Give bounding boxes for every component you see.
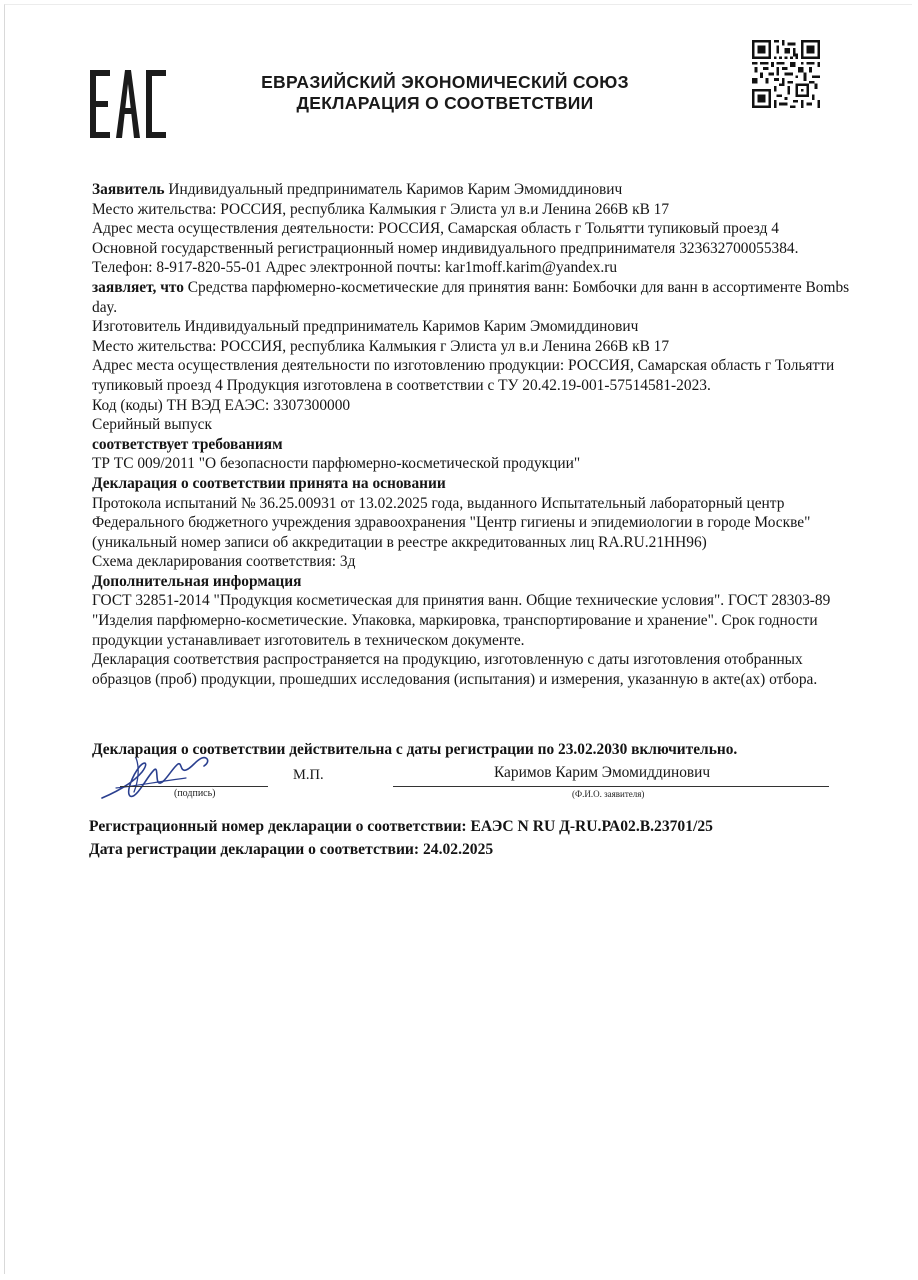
additional-heading: Дополнительная информация <box>92 572 302 590</box>
header-union-title: ЕВРАЗИЙСКИЙ ЭКОНОМИЧЕСКИЙ СОЮЗ <box>261 72 629 92</box>
applicant-line <box>92 180 852 200</box>
basis-label <box>92 474 852 494</box>
hs-code: Код (коды) ТН ВЭД ЕАЭС: 3307300000 <box>92 396 351 414</box>
qr-code-icon <box>752 40 820 108</box>
signer-name: Каримов Карим Эмомиддинович <box>494 764 711 781</box>
basis-heading: Декларация о соответствии принята на основании <box>92 474 446 492</box>
declares-line <box>92 278 852 317</box>
basis-text: Протокола испытаний № 36.25.00931 от 13.02.2025 года, выданного Испытательный лабораторный центр Федерального бюджетного учреждения здравоохранения "Центр гигиены и эпидемиологии в городе Москве" (уникальный номер записи об аккредитации в реестре аккредитованных лиц RA.RU.21НН96) <box>92 494 811 551</box>
signature-caption: (подпись) <box>174 788 216 799</box>
validity-statement: Декларация о соответствии действительна с даты регистрации по 23.02.2030 включительно. <box>92 741 738 758</box>
declared-product: Средства парфюмерно-косметические для принятия ванн: Бомбочки для ванн в ассортименте Bombs day. <box>92 278 850 316</box>
additional-scope: Декларация соответствия распространяется на продукцию, изготовленную с даты изготовления отобранных образцов (проб) продукции, прошедших исследования (испытания) и измерения, указанную в акте(ах) отбора. <box>92 651 818 688</box>
additional-text: ГОСТ 32851-2014 "Продукция косметическая для принятия ванн. Общие технические условия". ГОСТ 28303-89 "Изделия парфюмерно-косметические. Упаковка, маркировка, транспортирование и хранение". Срок годности продукции устанавливает изготовитель в техническом документе. <box>92 592 831 649</box>
signature-line <box>120 786 268 787</box>
requirements-heading: соответствует требованиям <box>92 435 283 453</box>
applicant-name: Индивидуальный предприниматель Каримов Карим Эмомиддинович <box>164 181 623 198</box>
applicant-residence: Место жительства: РОССИЯ, республика Калмыкия г Элиста ул в.и Ленина 266В кВ 17 <box>92 200 670 218</box>
declaration-body <box>92 180 852 689</box>
declaration-scheme: Схема декларирования соответствия: 3д <box>92 553 356 571</box>
document-header <box>230 72 660 114</box>
signer-caption: (Ф.И.О. заявителя) <box>572 789 645 799</box>
eac-mark-icon <box>90 70 166 140</box>
applicant-label: Заявитель <box>92 181 165 198</box>
additional-label <box>92 572 852 592</box>
seal-placeholder: М.П. <box>293 767 324 783</box>
header-declaration-title: ДЕКЛАРАЦИЯ О СООТВЕТСТВИИ <box>296 93 594 113</box>
requirements-label <box>92 435 852 455</box>
manufacturer-residence: Место жительства: РОССИЯ, республика Калмыкия г Элиста ул в.и Ленина 266В кВ 17 <box>92 337 670 355</box>
signer-name-line <box>393 786 829 787</box>
applicant-ogrn: Основной государственный регистрационный номер индивидуального предпринимателя 323632700055384. <box>92 239 799 257</box>
declares-label: заявляет, что <box>92 278 184 296</box>
applicant-contacts: Телефон: 8-917-820-55-01 Адрес электронной почты: kar1moff.karim@yandex.ru <box>92 259 618 277</box>
manufacturer-production-address: Адрес места осуществления деятельности по изготовлению продукции: РОССИЯ, Самарская область г Тольятти тупиковый проезд 4 Продукция изготовлена в соответствии с ТУ 20.42.19-001-57514581-2023. <box>92 357 835 394</box>
manufacturer-name: Изготовитель Индивидуальный предприниматель Каримов Карим Эмомиддинович <box>92 318 639 336</box>
registration-date: Дата регистрации декларации о соответствии: 24.02.2025 <box>89 841 494 858</box>
registration-number: Регистрационный номер декларации о соответствии: ЕАЭС N RU Д-RU.РА02.В.23701/25 <box>89 818 713 835</box>
requirements-text: ТР ТС 009/2011 "О безопасности парфюмерно-косметической продукции" <box>92 455 581 473</box>
applicant-activity-address: Адрес места осуществления деятельности: РОССИЯ, Самарская область г Тольятти тупиковый проезд 4 <box>92 220 779 238</box>
release-type: Серийный выпуск <box>92 416 212 434</box>
